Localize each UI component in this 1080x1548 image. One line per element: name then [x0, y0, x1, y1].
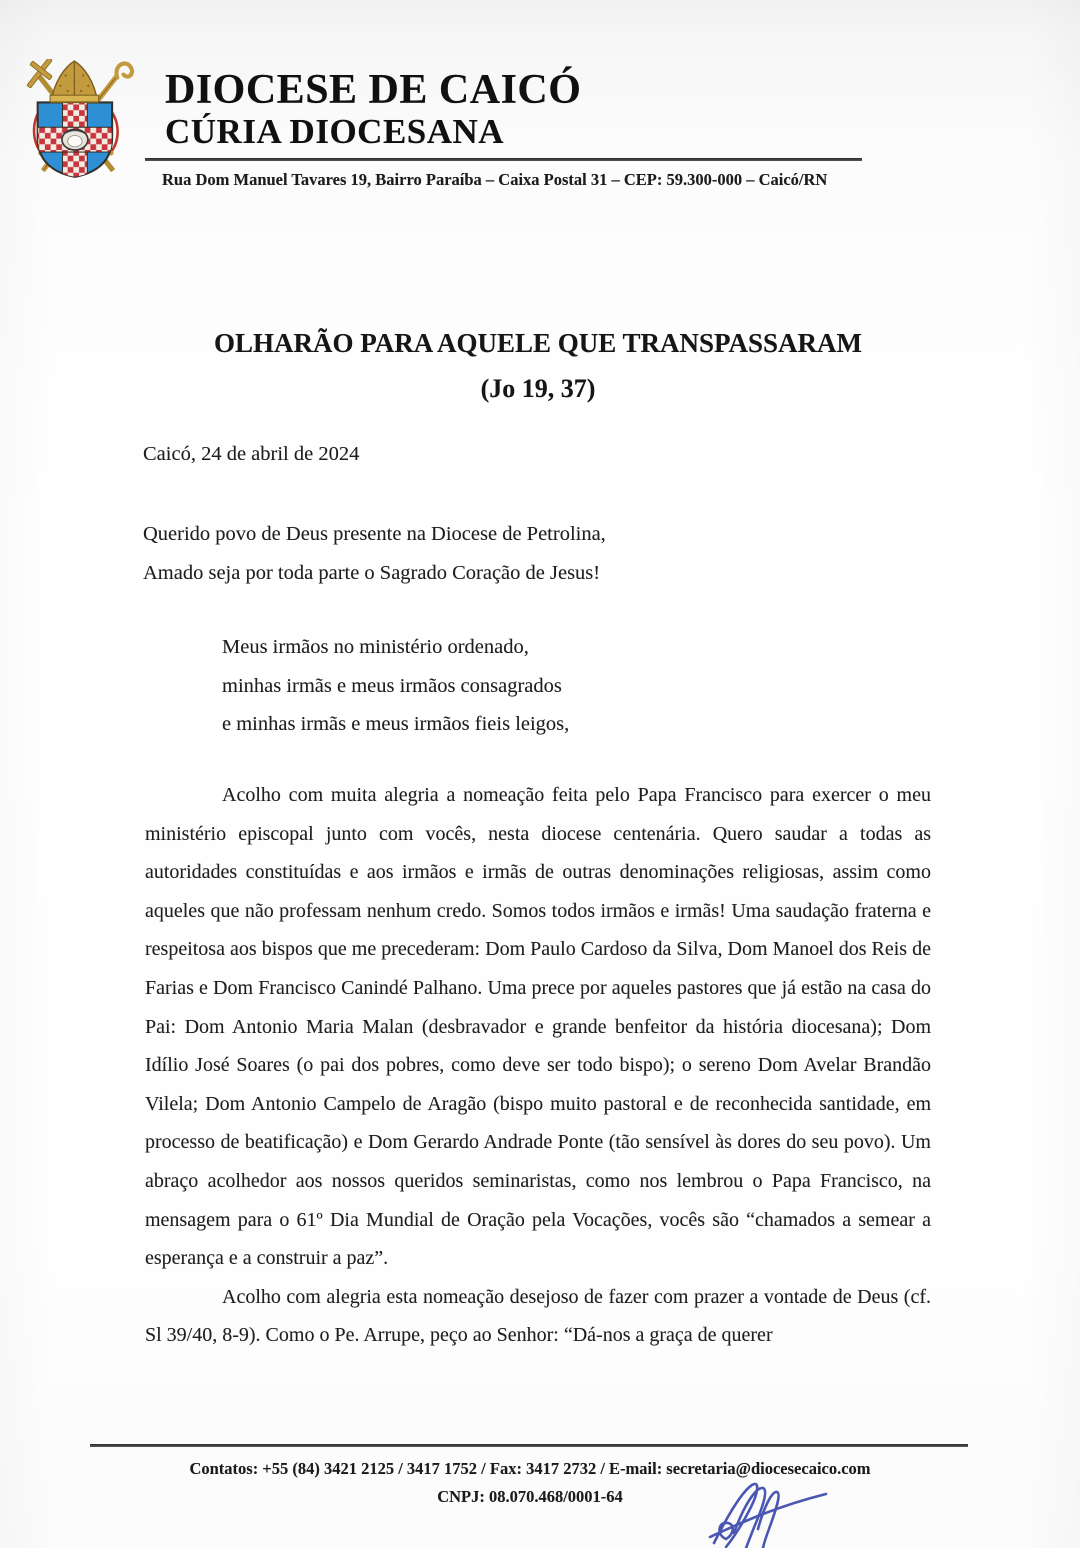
letterhead-address: Rua Dom Manuel Tavares 19, Bairro Paraíba – Caixa Postal 31 – CEP: 59.300-000 – Caicó/RN — [162, 170, 828, 189]
handwritten-signature — [700, 1477, 840, 1548]
salutation-line: Querido povo de Deus presente na Diocese de Petrolina, — [143, 523, 606, 545]
addressee-line: e minhas irmãs e meus irmãos fieis leigos, — [222, 713, 570, 735]
body-paragraph: Acolho com muita alegria a nomeação feita pelo Papa Francisco para exercer o meu ministério episcopal junto com vocês, nesta diocese centenária. Quero saudar a todas as autoridades constituídas e aos irmãos e irmãs de outras denominações religiosas, assim como aqueles que não professam nenhum credo. Somos todos irmãos e irmãs! Uma saudação fraterna e respeitosa aos bispos que me precederam: Dom Paulo Cardoso da Silva, Dom Manoel dos Reis de Farias e Dom Francisco Canindé Palhano. Uma prece por aqueles pastores que já estão na casa do Pai: Dom Antonio Maria Malan (desbravador e grande benfeitor da história diocesana); Dom Idílio José Soares (o pai dos pobres, como deve ser todo bispo); o sereno Dom Avelar Brandão Vilela; Dom Antonio Campelo de Aragão (bispo muito pastoral e de reconhecida santidade, em processo de beatificação) e Dom Gerardo Andrade Ponte (tão sensível às dores do seu povo). Um abraço acolhedor aos nossos queridos seminaristas, como nos lembrou o Papa Francisco, na mensagem para o 61º Dia Mundial de Oração pela Vocações, vocês são “chamados a semear a esperança e a construir a paz”. — [145, 784, 931, 1270]
addressee-line: Meus irmãos no ministério ordenado, — [222, 636, 529, 658]
dateline: Caicó, 24 de abril de 2024 — [143, 443, 360, 465]
footer-cnpj: CNPJ: 08.070.468/0001-64 — [437, 1487, 623, 1506]
coat-of-arms-icon — [22, 59, 134, 181]
salutation-line: Amado seja por toda parte o Sagrado Coração de Jesus! — [143, 562, 601, 584]
letter-body — [145, 776, 931, 1355]
org-subtitle: CÚRIA DIOCESANA — [165, 112, 505, 151]
scripture-reference: (Jo 19, 37) — [480, 374, 596, 403]
addressees — [222, 628, 569, 744]
letterhead-divider — [145, 158, 862, 161]
org-name: DIOCESE DE CAICÓ — [165, 67, 582, 113]
footer-divider — [90, 1444, 968, 1447]
salutation — [143, 515, 606, 593]
document-title: OLHARÃO PARA AQUELE QUE TRANSPASSARAM — [213, 328, 863, 358]
addressee-line: minhas irmãs e meus irmãos consagrados — [222, 674, 562, 697]
body-paragraph: Acolho com alegria esta nomeação desejoso de fazer com prazer a vontade de Deus (cf. Sl 39/40, 8-9). Como o Pe. Arrupe, peço ao Senhor: “Dá-nos a graça de querer — [145, 1285, 931, 1347]
footer-contacts: Contatos: +55 (84) 3421 2125 / 3417 1752 / Fax: 3417 2732 / E-mail: secretaria@diocesecaico.com — [189, 1459, 871, 1478]
